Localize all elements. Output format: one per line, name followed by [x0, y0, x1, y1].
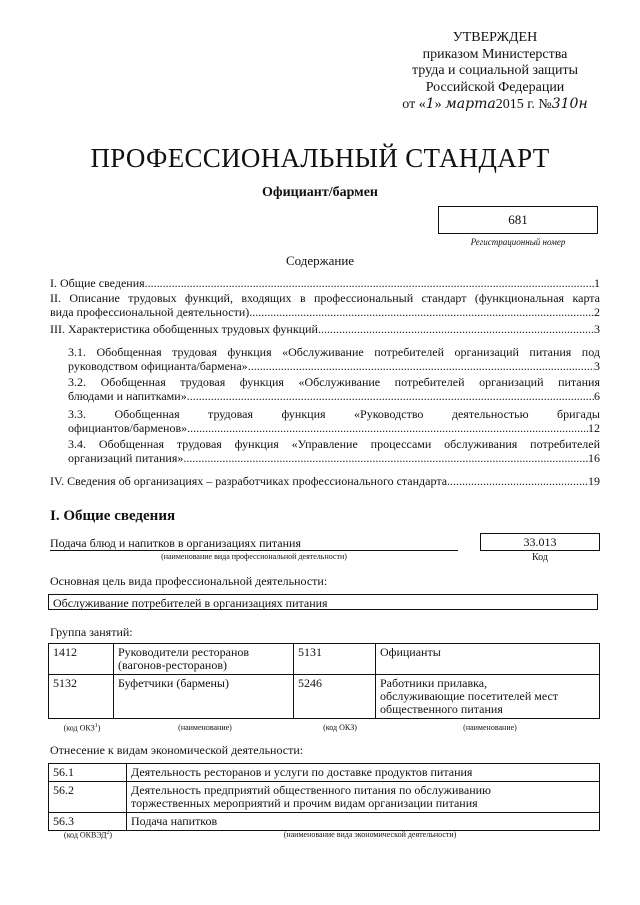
table-row: 56.3 Подача напитков: [49, 813, 600, 831]
toc-item[interactable]: III. Характеристика обобщенных трудовых функций ..... 3: [50, 322, 600, 336]
approval-date: от «1» марта2015 г. №310н: [402, 96, 588, 112]
econ-caption: (наименование вида экономической деятельности): [283, 830, 457, 839]
page-subtitle: Официант/бармен: [262, 185, 378, 200]
occ-caption: (код ОКЗ): [323, 723, 357, 732]
economic-label: Отнесение к видам экономической деятельности:: [50, 743, 304, 757]
toc-item[interactable]: IV. Сведения об организациях – разработчиках профессионального стандарта ..... 19: [50, 474, 600, 488]
occ-caption: (код ОКЗ$^1$): [63, 723, 101, 733]
approval-line: Российской Федерации: [425, 79, 565, 95]
toc-item[interactable]: 3.1. Обобщенная трудовая функция «Обслуживание потребителей организаций питания под руководством официанта/бармена» ..... 3: [68, 345, 600, 373]
table-row: 5132 Буфетчики (бармены) 5246 Работники прилавка, обслуживающие посетителей мест общественного питания: [49, 675, 600, 719]
table-row: 56.2 Деятельность предприятий общественного питания по обслуживанию торжественных мероприятий и прочим видам организации питания: [49, 782, 600, 813]
approval-block: [380, 30, 610, 114]
approval-day: 1: [425, 96, 435, 112]
economic-table: [48, 763, 600, 831]
activity-caption: (наименование вида профессиональной деятельности): [161, 552, 347, 561]
goal-value: Обслуживание потребителей в организациях питания: [48, 594, 598, 610]
occ-caption: (наименование): [463, 723, 517, 732]
toc-item[interactable]: 3.3. Обобщенная трудовая функция «Руководство деятельностью бригады официантов/барменов» ..... 12: [68, 407, 600, 435]
toc-item[interactable]: I. Общие сведения ..... 1: [50, 276, 600, 290]
toc-item[interactable]: 3.4. Обобщенная трудовая функция «Управление процессами обслуживания потребителей организаций питания» ..... 16: [68, 437, 600, 465]
approval-line: УТВЕРЖДЕН: [452, 30, 538, 45]
activity-code: 33.013: [480, 533, 600, 551]
econ-caption: (код ОКВЭД$^2$): [63, 830, 113, 840]
goal-label: Основная цель вида профессиональной деятельности:: [50, 574, 328, 588]
approval-line: труда и социальной защиты: [412, 63, 578, 78]
approval-month: марта: [445, 96, 496, 112]
toc-item[interactable]: 3.2. Обобщенная трудовая функция «Обслуживание потребителей организаций питания блюдами и напитками» ..... 6: [68, 375, 600, 403]
section-heading: I. Общие сведения: [50, 508, 176, 524]
registration-label: Регистрационный номер: [470, 237, 566, 247]
approval-number: 310н: [551, 96, 588, 112]
table-row: 56.1 Деятельность ресторанов и услуги по доставке продуктов питания: [49, 764, 600, 782]
occupations-table: [48, 643, 600, 719]
occupations-label: Группа занятий:: [50, 625, 133, 639]
page-title: ПРОФЕССИОНАЛЬНЫЙ СТАНДАРТ: [90, 143, 550, 173]
table-row: 1412 Руководители ресторанов (вагонов-ресторанов) 5131 Официанты: [49, 644, 600, 675]
toc-item[interactable]: II. Описание трудовых функций, входящих в профессиональный стандарт (функциональная карта вида профессиональной деятельности) ..... 2: [50, 291, 600, 319]
activity-name: Подача блюд и напитков в организациях питания: [50, 536, 458, 551]
occ-caption: (наименование): [178, 723, 232, 732]
approval-line: приказом Министерства: [422, 46, 568, 62]
toc-heading: Содержание: [285, 253, 355, 268]
registration-number: 681: [438, 206, 598, 234]
code-caption: Код: [532, 552, 548, 563]
